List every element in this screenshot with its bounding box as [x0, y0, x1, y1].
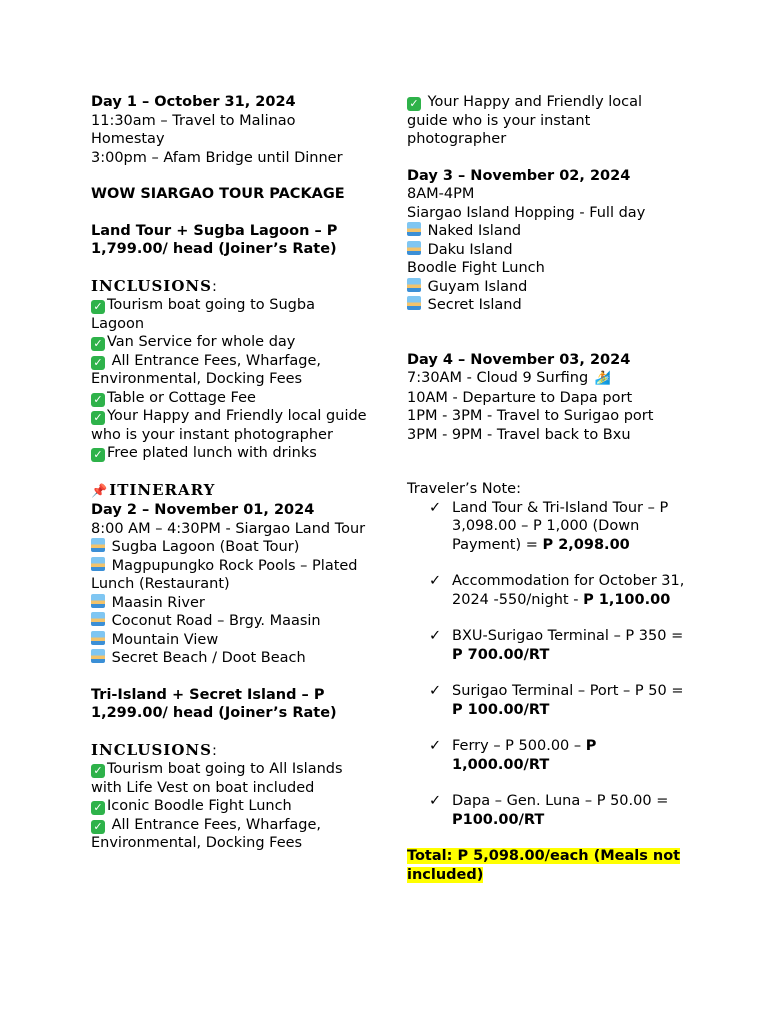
surfer-icon: 🏄 — [594, 371, 611, 386]
checkmark-icon: ✓ — [429, 793, 442, 809]
spot-item: Maasin River — [91, 594, 371, 613]
check-icon: ✓ — [91, 393, 105, 407]
spot-item: Guyam Island — [407, 278, 687, 297]
inclusion-item: ✓ Tourism boat going to All Islands with Life Vest on boat included — [91, 761, 343, 796]
spot-item: Naked Island — [407, 222, 687, 241]
check-icon: ✓ — [91, 801, 105, 815]
checkmark-icon: ✓ — [429, 738, 442, 754]
day3-desc: Siargao Island Hopping - Full day — [407, 204, 646, 221]
spot-item: Secret Island — [407, 296, 687, 315]
total-highlight: Total: P 5,098.00/each (Meals not included) — [407, 848, 681, 883]
spot-item: Secret Beach / Doot Beach — [91, 649, 371, 668]
day2-title: Day 2 – November 01, 2024 — [91, 502, 315, 518]
island-boat-icon — [407, 278, 421, 292]
package-title: WOW SIARGAO TOUR PACKAGE — [91, 186, 345, 202]
spot-item: Coconut Road – Brgy. Maasin — [91, 612, 371, 631]
check-icon: ✓ — [91, 356, 105, 370]
spot-item: Sugba Lagoon (Boat Tour) — [91, 538, 371, 557]
island-boat-icon — [91, 538, 105, 552]
day4-line: 7:30AM - Cloud 9 Surfing 🏄 — [407, 369, 687, 389]
inclusion-item: ✓ All Entrance Fees, Wharfage, Environmental, Docking Fees — [91, 816, 322, 851]
island-boat-icon — [91, 612, 105, 626]
left-column — [91, 93, 371, 853]
island-boat-icon — [407, 222, 421, 236]
inclusion-item: ✓ Your Happy and Friendly local guide who is your instant photographer — [407, 94, 643, 147]
traveler-note-title: Traveler’s Note: — [407, 481, 521, 497]
day1-line: 3:00pm – Afam Bridge until Dinner — [91, 149, 343, 166]
itinerary-heading: 📌 ITINERARY — [91, 481, 371, 502]
inclusions-label: INCLUSIONS — [91, 276, 212, 295]
day3-time: 8AM-4PM — [407, 186, 475, 202]
check-icon: ✓ — [91, 448, 105, 462]
note-item: ✓ Land Tour & Tri-Island Tour – P 3,098.00 – P 1,000 (Down Payment) = P 2,098.00 — [429, 499, 669, 553]
inclusion-item: ✓ Van Service for whole day — [91, 333, 371, 352]
checkmark-icon: ✓ — [429, 628, 442, 644]
island-boat-icon — [91, 631, 105, 645]
inclusion-item: ✓ Your Happy and Friendly local guide who is your instant photographer — [91, 408, 367, 443]
note-item: ✓ BXU-Surigao Terminal – P 350 = P 700.00/RT — [429, 628, 684, 663]
checkmark-icon: ✓ — [429, 683, 442, 699]
note-item: ✓ Surigao Terminal – Port – P 50 = P 100.00/RT — [429, 683, 684, 718]
total-line — [407, 847, 687, 884]
check-icon: ✓ — [91, 337, 105, 351]
right-column — [407, 93, 687, 884]
day3-title: Day 3 – November 02, 2024 — [407, 167, 631, 184]
checkmark-icon: ✓ — [429, 573, 442, 589]
inclusion-item: ✓ All Entrance Fees, Wharfage, Environmental, Docking Fees — [91, 352, 322, 387]
check-icon: ✓ — [91, 820, 105, 834]
spot-item: Mountain View — [91, 631, 371, 650]
day2-time: 8:00 AM – 4:30PM - Siargao Land Tour — [91, 520, 366, 537]
day4-line: 1PM - 3PM - Travel to Surigao port — [407, 408, 654, 424]
note-item: ✓ Ferry – P 500.00 – P 1,000.00/RT — [429, 738, 597, 773]
tri-island-title: Tri-Island + Secret Island – P 1,299.00/ head (Joiner’s Rate) — [91, 686, 337, 721]
inclusion-item: ✓ Free plated lunch with drinks — [91, 444, 371, 463]
day4-title: Day 4 – November 03, 2024 — [407, 351, 631, 368]
check-icon: ✓ — [91, 300, 105, 314]
note-item: ✓ Accommodation for October 31, 2024 -550/night - P 1,100.00 — [429, 573, 685, 608]
day4-line: 3PM - 9PM - Travel back to Bxu — [407, 426, 631, 443]
day1-line: 11:30am – Travel to Malinao Homestay — [91, 112, 296, 147]
day4-line: 10AM - Departure to Dapa port — [407, 389, 633, 406]
day1-title: Day 1 – October 31, 2024 — [91, 94, 296, 110]
day3-lunch: Boodle Fight Lunch — [407, 260, 545, 276]
island-boat-icon — [91, 594, 105, 608]
check-icon: ✓ — [91, 764, 105, 778]
island-boat-icon — [407, 241, 421, 255]
land-tour-title: Land Tour + Sugba Lagoon – P 1,799.00/ head (Joiner’s Rate) — [91, 222, 338, 257]
spot-item: Magpupungko Rock Pools – Plated Lunch (Restaurant) — [91, 557, 358, 592]
check-icon: ✓ — [407, 97, 421, 111]
inclusion-item: ✓ Table or Cottage Fee — [91, 389, 371, 408]
inclusions-heading-2: INCLUSIONS: — [91, 740, 217, 759]
island-boat-icon — [91, 557, 105, 571]
inclusion-item: ✓ Tourism boat going to Sugba Lagoon — [91, 297, 315, 332]
spot-item: Daku Island — [407, 241, 687, 260]
inclusions-heading: INCLUSIONS: — [91, 276, 217, 295]
island-boat-icon — [407, 296, 421, 310]
inclusion-item: ✓ Iconic Boodle Fight Lunch — [91, 797, 371, 816]
check-icon: ✓ — [91, 411, 105, 425]
checkmark-icon: ✓ — [429, 499, 442, 516]
pushpin-icon: 📌 — [91, 483, 108, 499]
island-boat-icon — [91, 649, 105, 663]
note-item: ✓ Dapa – Gen. Luna – P 50.00 = P100.00/RT — [429, 793, 669, 828]
traveler-notes-list — [407, 499, 687, 830]
